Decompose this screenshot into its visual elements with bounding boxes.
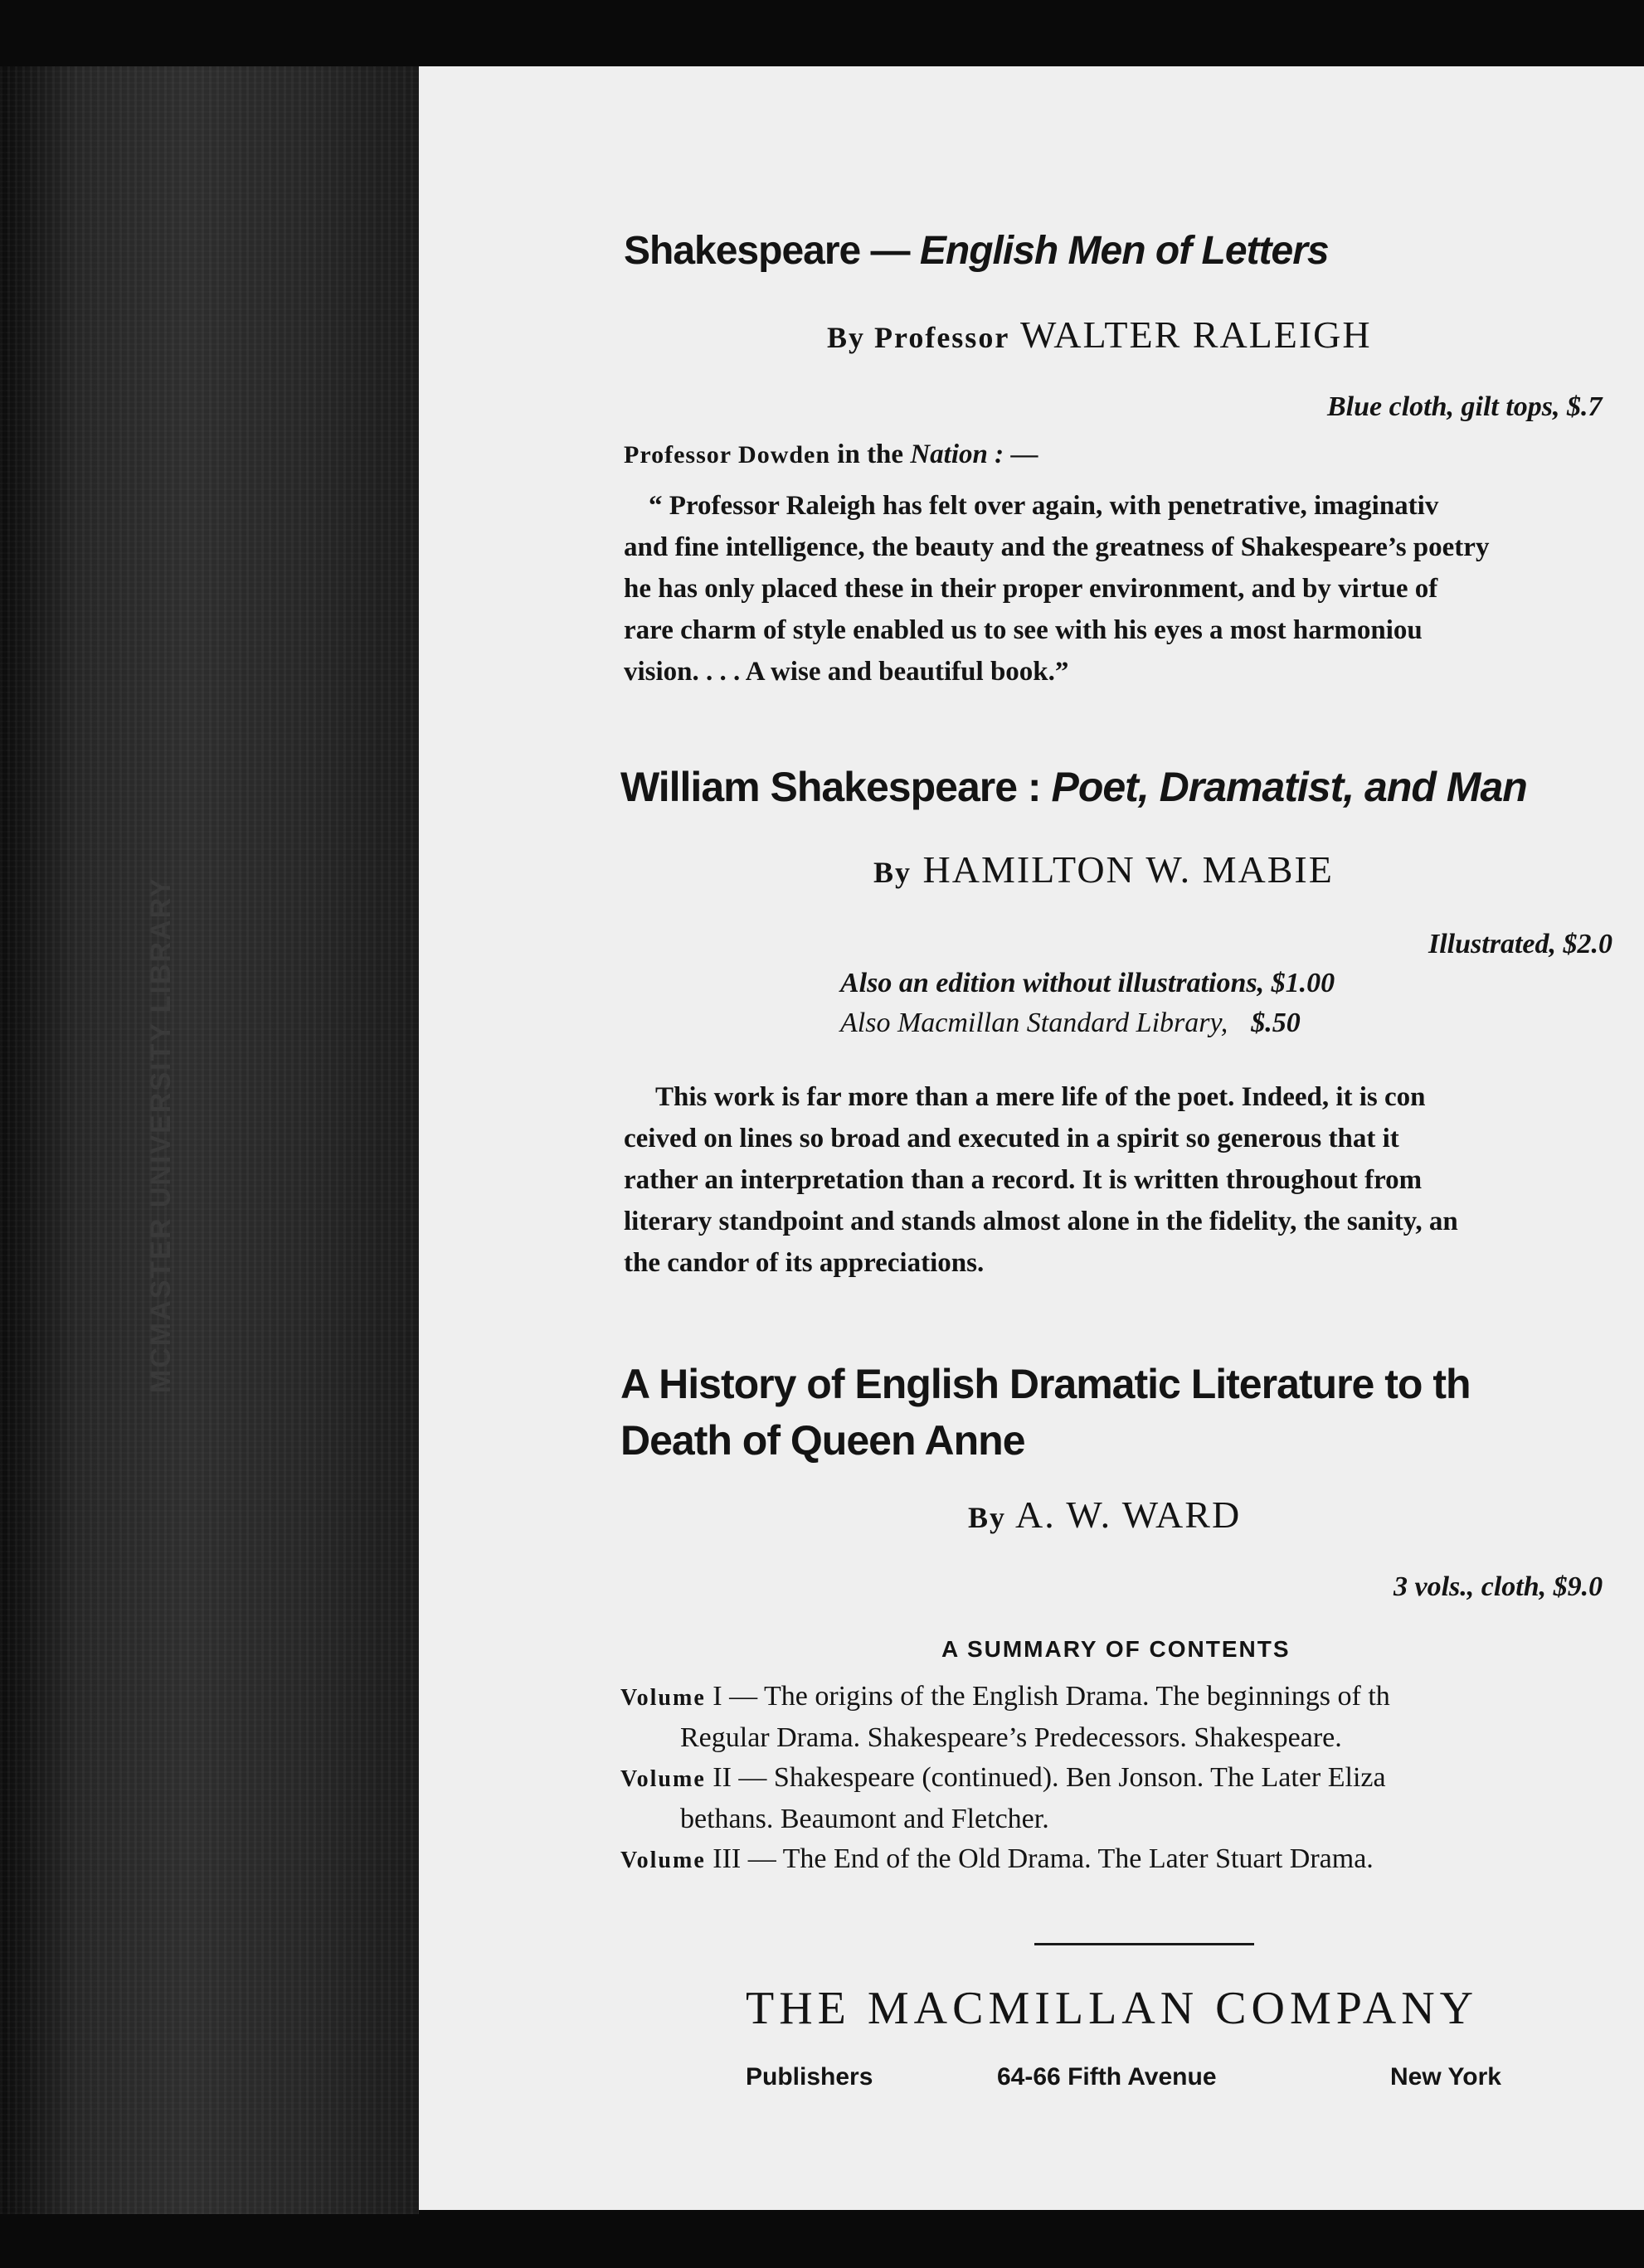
divider-rule xyxy=(1034,1943,1254,1945)
book3-byline xyxy=(968,1493,1241,1537)
publisher-name: THE MACMILLAN COMPANY xyxy=(746,1983,1479,2034)
book2-description xyxy=(624,1076,1458,1284)
book1-by: By Professor xyxy=(827,321,1010,354)
book2-edition1: Also an edition without illustrations, $1.00 xyxy=(840,968,1335,998)
book1-byline xyxy=(827,313,1372,357)
volume-entry: Volume II — Shakespeare (continued). Ben Jonson. The Later Eliza xyxy=(620,1762,1386,1793)
book2-title-main: William Shakespeare : xyxy=(620,764,1052,810)
book2-edition2: Also Macmillan Standard Library, $.50 xyxy=(840,1008,1301,1038)
library-stamp: MCMASTER UNIVERSITY LIBRARY xyxy=(145,877,177,1393)
volume-entry: Volume I — The origins of the English Drama. The beginnings of th xyxy=(620,1681,1390,1712)
quote-line: rare charm of style enabled us to see with his eyes a most harmoniou xyxy=(624,615,1423,645)
quote-line: and fine intelligence, the beauty and the greatness of Shakespeare’s poetry xyxy=(624,532,1490,562)
book1-price: Blue cloth, gilt tops, $.7 xyxy=(1327,391,1603,422)
book2-title xyxy=(620,763,1527,811)
quote-line: vision. . . . A wise and beautiful book.” xyxy=(624,657,1069,687)
book2-title-sub: Poet, Dramatist, and Man xyxy=(1051,764,1527,810)
book1-quote xyxy=(624,485,1489,692)
book2-price: Illustrated, $2.0 xyxy=(1428,929,1612,959)
book3-title: A History of English Dramatic Literature to th Death of Queen Anne xyxy=(620,1361,1471,1464)
publisher-address: 64-66 Fifth Avenue xyxy=(997,2063,1217,2091)
volume-entry-cont: Regular Drama. Shakespeare’s Predecessors. Shakespeare. xyxy=(680,1722,1342,1753)
desc-line: ceived on lines so broad and executed in a spirit so generous that it xyxy=(624,1124,1399,1153)
book2-author: HAMILTON W. MABIE xyxy=(922,848,1334,891)
desc-line: literary standpoint and stands almost alone in the fidelity, the sanity, an xyxy=(624,1207,1458,1236)
desc-line: This work is far more than a mere life of the poet. Indeed, it is con xyxy=(655,1082,1426,1112)
page xyxy=(419,66,1644,2210)
book2-byline xyxy=(873,847,1334,891)
desc-line: the candor of its appreciations. xyxy=(624,1248,985,1278)
book3-author: A. W. WARD xyxy=(1014,1493,1242,1536)
book-spine xyxy=(0,66,419,2214)
book1-review-source: Professor Dowden in the Nation : — xyxy=(624,440,1038,469)
book1-title: Shakespeare — English Men of Letters xyxy=(624,229,1329,273)
volume-entry-cont: bethans. Beaumont and Fletcher. xyxy=(680,1804,1049,1834)
publisher-city: New York xyxy=(1390,2063,1501,2091)
summary-heading: A SUMMARY OF CONTENTS xyxy=(941,1636,1291,1662)
book3-by: By xyxy=(968,1501,1007,1534)
quote-line: “ Professor Raleigh has felt over again, with penetrative, imaginativ xyxy=(649,491,1439,521)
volume-entry: Volume III — The End of the Old Drama. The Later Stuart Drama. xyxy=(620,1843,1374,1874)
book1-title-main: Shakespeare xyxy=(624,229,861,273)
desc-line: rather an interpretation than a record. It is written throughout from xyxy=(624,1165,1423,1195)
book1-author: WALTER RALEIGH xyxy=(1019,313,1372,356)
book2-by: By xyxy=(873,856,912,889)
book1-title-sub: English Men of Letters xyxy=(919,229,1329,273)
book3-price: 3 vols., cloth, $9.0 xyxy=(1394,1571,1603,1602)
volume-list xyxy=(620,1677,1390,1881)
quote-line: he has only placed these in their proper environment, and by virtue of xyxy=(624,574,1438,604)
publisher-role: Publishers xyxy=(746,2063,873,2091)
